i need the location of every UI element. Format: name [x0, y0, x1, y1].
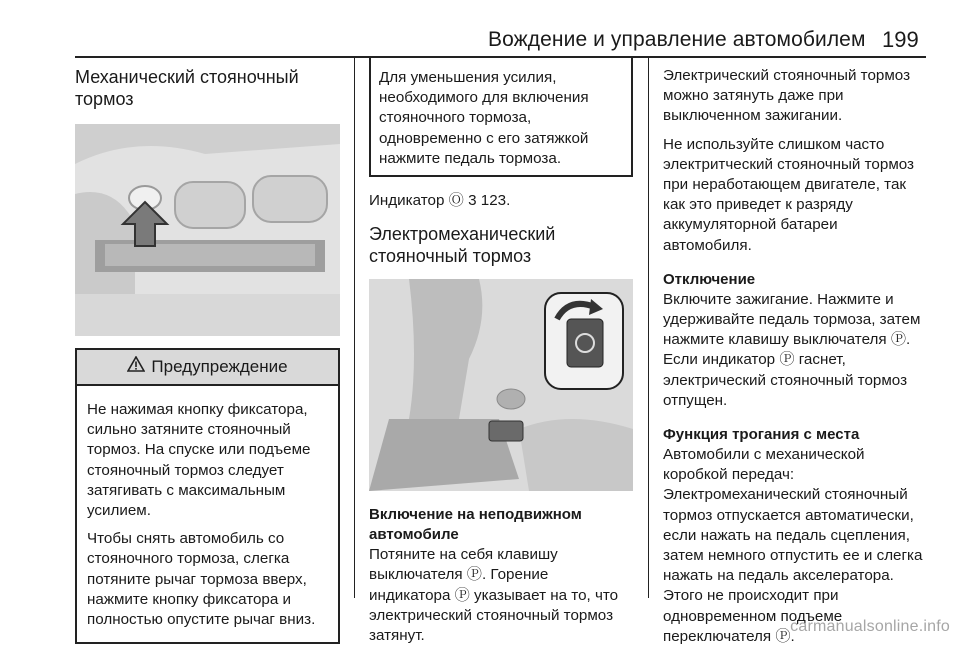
stationary-activation-heading: Включение на неподвижном автомобиле: [369, 506, 582, 544]
brake-indicator-icon: Ⓞ: [448, 192, 464, 210]
warning-paragraph-1: Не нажимая кнопку фиксатора, сильно затяните стояночный тормоз. На спуске или подъеме стояночный тормоз следует затягивать с максимальным усилием.: [87, 401, 311, 520]
handbrake-drawing: [75, 124, 340, 336]
activation-text: Потяните на себя клавишу выключателя Ⓟ. Горение индикатора Ⓟ указывает на то, что электрический стояночный тормоз затянут.: [369, 546, 619, 645]
electromechanical-brake-heading: Электромеханический стояночный тормоз: [369, 224, 556, 267]
page-number: 199: [882, 27, 919, 52]
disable-heading: Отключение: [663, 270, 756, 288]
column-middle: [369, 66, 633, 654]
warning-box: [75, 348, 340, 644]
handbrake-illustration: [75, 124, 340, 336]
page-header-title: Вождение и управление автомобилем: [488, 28, 866, 51]
disable-text: Включите зажигание. Нажмите и удерживайте педаль тормоза, затем нажмите клавишу выключателя Ⓟ. Если индикатор Ⓟ гаснет, электрический стояночный тормоз отпущен.: [663, 290, 921, 409]
epb-drawing: [369, 279, 633, 491]
right-paragraph-1: Электрический стояночный тормоз можно затянуть даже при выключенном зажигании.: [663, 67, 911, 125]
note-text: Для уменьшения усилия, необходимого для включения стояночного тормоза, одновременно с его затяжкой нажмите педаль тормоза.: [379, 69, 589, 167]
epb-switch-illustration: [369, 279, 633, 491]
watermark: carmanualsonline.info: [790, 618, 950, 635]
mechanical-brake-heading: Механический стояночный тормоз: [75, 67, 299, 109]
column-divider-1: [354, 58, 355, 598]
note-box: [369, 58, 633, 177]
indicator-reference: Индикатор Ⓞ 3 123.: [369, 192, 511, 210]
column-right: [663, 66, 929, 655]
warning-header: [77, 350, 338, 386]
start-function-heading: Функция трогания с места: [663, 426, 860, 444]
column-left: [75, 66, 340, 644]
warning-title: Предупреждение: [151, 356, 288, 376]
start-function-text: Автомобили с механической коробкой передач: Электромеханический стояночный тормоз отпускается автоматически, если нажать на педаль сцепления, затем немного отпустить ее и слегка нажать на педаль акселератора. Этого не происходит при одновременном подъеме переключателя Ⓟ.: [663, 446, 923, 645]
column-divider-2: [648, 58, 649, 598]
right-paragraph-2: Не используйте слишком часто электритческий стояночный тормоз при неработающем двигателе, так как это приведет к разряду аккумуляторной батареи автомобиля.: [663, 135, 914, 254]
warning-paragraph-2: Чтобы снять автомобиль со стояночного тормоза, слегка потяните рычаг тормоза вверх, нажмите кнопку фиксатора и полностью опустите рычаг вниз.: [87, 530, 316, 629]
warning-triangle-icon: [127, 356, 145, 377]
